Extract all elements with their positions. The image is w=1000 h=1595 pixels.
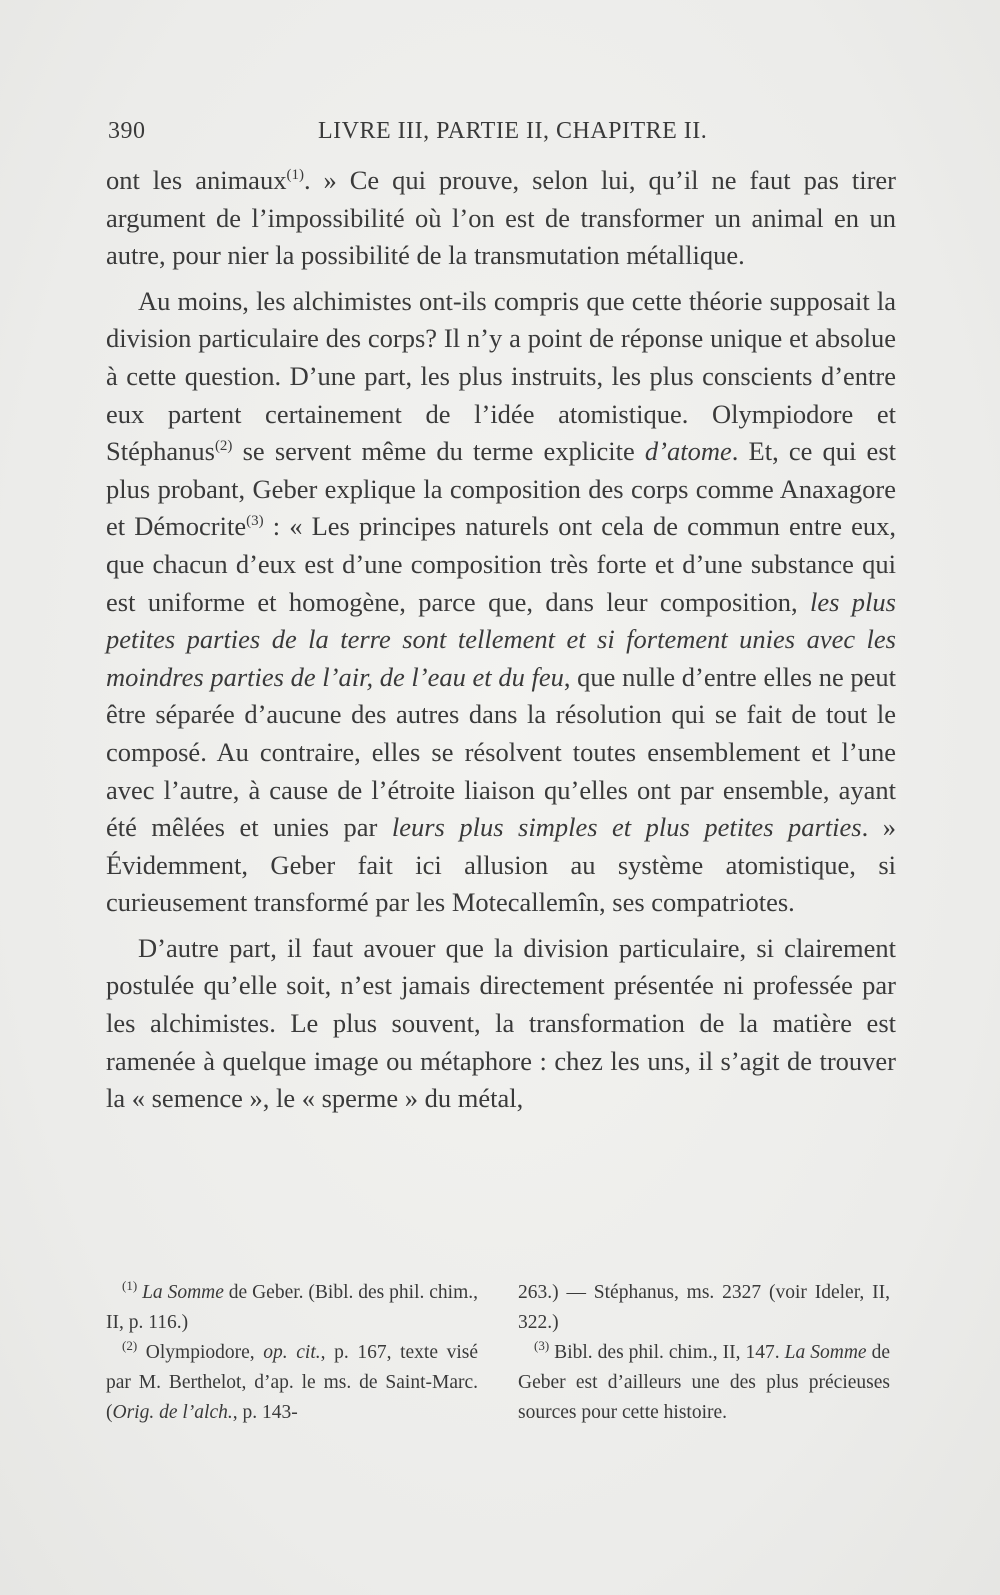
footnotes-right-column: [518, 1278, 890, 1428]
main-text: [106, 162, 896, 1118]
footnote-2: $^{(2)}$ Olympiodore, op. cit., p. 167, texte visé par M. Berthelot, d’ap. le ms. de Saint-Marc. (Orig. de l’alch., p. 143-: [106, 1338, 479, 1423]
page-number: 390: [108, 118, 146, 144]
footnote-3: $^{(3)}$ Bibl. des phil. chim., II, 147. La Somme de Geber est d’ailleurs une des plus précieuses sources pour cette histoire.: [518, 1338, 891, 1423]
footnote-2-continued: 263.) — Stéphanus, ms. 2327 (voir Ideler, II, 322.): [518, 1282, 890, 1333]
footnotes-left-column: [106, 1278, 478, 1428]
footnote-ref-2: (2): [214, 438, 233, 455]
footnote-1: $^{(1)}$ La Somme de Geber. (Bibl. des phil. chim., II, p. 116.): [106, 1278, 479, 1333]
running-head: LIVRE III, PARTIE II, CHAPITRE II.: [318, 118, 708, 144]
paragraph-2: Au moins, les alchimistes ont-ils compris que cette théorie supposait la division particulaire des corps? Il n’y a point de réponse unique et absolue à cette question. D’une part, les plus instruits, les plus conscients d’entre eux partent certainement de l’idée atomistique. Olympiodore et Stéphanus$^{(2)}$ se servent même du terme explicite d’atome. Et, ce qui est plus probant, Geber explique la composition des corps comme Anaxagore et Démocrite$^{(3)}$ : « Les principes naturels ont cela de commun entre eux, que chacun d’eux est d’une composition très forte et d’une substance qui est uniforme et homogène, parce que, dans leur composition, les plus petites parties de la terre sont tellement et si fortement unies avec les moindres parties de l’air, de l’eau et du feu, que nulle d’entre elles ne peut être séparée d’aucune des autres dans la résolution qui se fait de tout le composé. Au contraire, elles se résolvent toutes ensemblement et l’une avec l’autre, à cause de l’étroite liaison qu’elles ont par ensemble, ayant été mêlées et unies par leurs plus simples et plus petites parties. » Évidemment, Geber fait ici allusion au système atomistique, si curieusement transformé par les Motecallemîn, ses compatriotes.: [106, 285, 897, 918]
footnote-ref-3: (3): [246, 513, 264, 530]
paragraph-3: D’autre part, il faut avouer que la division particulaire, si clairement postulée qu’elle soit, n’est jamais directement présentée ni professée par les alchimistes. Le plus souvent, la transformation de la matière est ramenée à quelque image ou métaphore : chez les uns, il s’agit de trouver la « semence », le « sperme » du métal,: [106, 932, 896, 1114]
paragraph-1: ont les animaux$^{(1)}$. » Ce qui prouve, selon lui, qu’il ne faut pas tirer argument de l’impossibilité où l’on est de transformer un animal en un autre, pour nier la possibilité de la transmutation métallique.: [106, 165, 896, 271]
page-header: [108, 112, 898, 152]
footnote-ref-1: (1): [286, 167, 304, 183]
